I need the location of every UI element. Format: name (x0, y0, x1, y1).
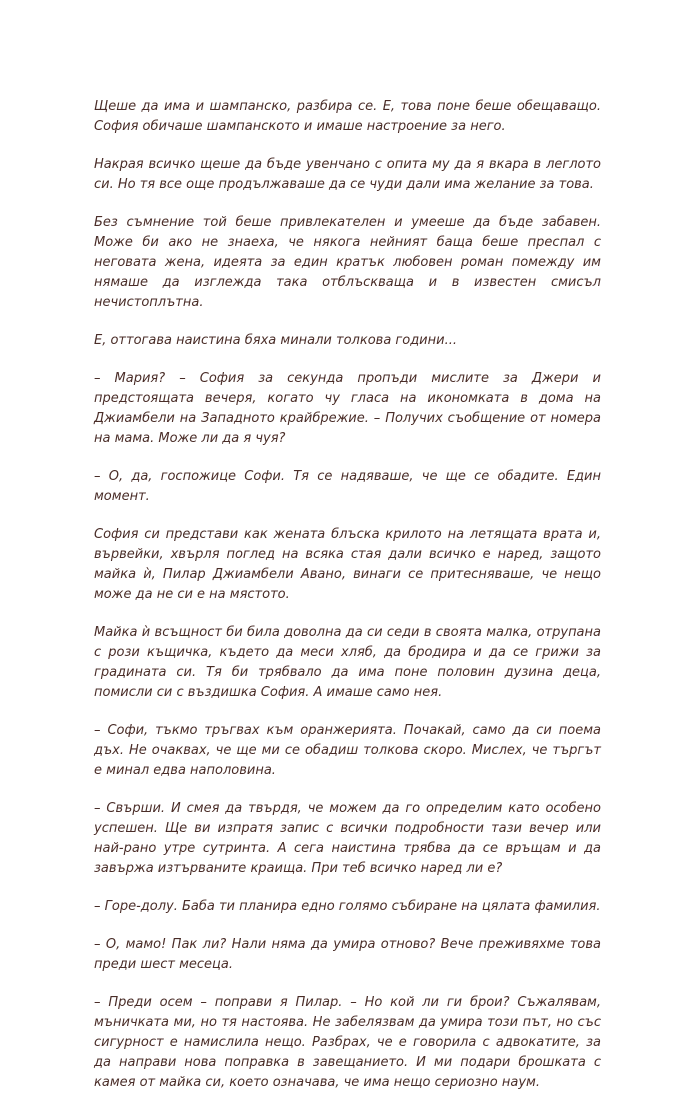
paragraph-9: – Софи, тъкмо тръгвах към оранжерията. Почакай, само да си поема дъх. Не очаквах, че ще ми се обадиш толкова скоро. Мислех, че търгът е минал едва наполовина. (94, 723, 601, 778)
paragraph-13: – Преди осем – поправи я Пилар. – Но кой ли ги брои? Съжалявам, мъничката ми, но тя настоява. Не забелязвам да умира този път, но със сигурност е намислила нещо. Разбрах, че е говорила с адвокатите, за да направи нова поправка в завещанието. И ми подари брошката с камея от майка си, което означава, че има нещо сериозно наум. (94, 995, 601, 1090)
paragraph-8: Майка ѝ всъщност би била доволна да си седи в своята малка, отрупана с рози къщичка, където да меси хляб, да бродира и да се грижи за градината си. Тя би трябвало да има поне половин дузина деца, помисли си с въздишка София. А имаше само нея. (94, 625, 601, 700)
paragraph-3: Без съмнение той беше привлекателен и умееше да бъде забавен. Може би ако не знаеха, че някога нейният баща беше преспал с неговата жена, идеята за един кратък любовен роман помежду им нямаше да изглежда така отблъскваща и в известен смисъл нечистоплътна. (94, 215, 601, 310)
paragraph-4: Е, оттогава наистина бяха минали толкова години... (94, 333, 457, 348)
paragraph-2: Накрая всичко щеше да бъде увенчано с опита му да я вкара в леглото си. Но тя все още продължаваше да се чуди дали има желание за това. (94, 157, 601, 192)
body-text (94, 97, 601, 1111)
paragraph-1: Щеше да има и шампанско, разбира се. Е, това поне беше обещаващо. София обичаше шампанското и имаше настроение за него. (94, 99, 601, 134)
paragraph-10: – Свърши. И смея да твърдя, че можем да го определим като особено успешен. Ще ви изпратя запис с всички подробности тази вечер или най-рано утре сутринта. А сега наистина трябва да се връщам и да завържа изтърваните краища. При теб всичко наред ли е? (94, 801, 601, 876)
paragraph-12: – О, мамо! Пак ли? Нали няма да умира отново? Вече преживяхме това преди шест месеца. (94, 937, 601, 972)
paragraph-5: – Мария? – София за секунда пропъди мислите за Джери и предстоящата вечеря, когато чу гласа на икономката в дома на Джиамбели на Западното крайбрежие. – Получих съобщение от номера на мама. Може ли да я чуя? (94, 371, 601, 446)
paragraph-6: – О, да, госпожице Софи. Тя се надяваше, че ще се обадите. Един момент. (94, 469, 601, 504)
paragraph-11: – Горе-долу. Баба ти планира едно голямо събиране на цялата фамилия. (94, 899, 601, 914)
paragraph-7: София си представи как жената блъска крилото на летящата врата и, вървейки, хвърля поглед на всяка стая дали всичко е наред, защото майка ѝ, Пилар Джиамбели Авано, винаги се притесняваше, че нещо може да не си е на мястото. (94, 527, 601, 602)
